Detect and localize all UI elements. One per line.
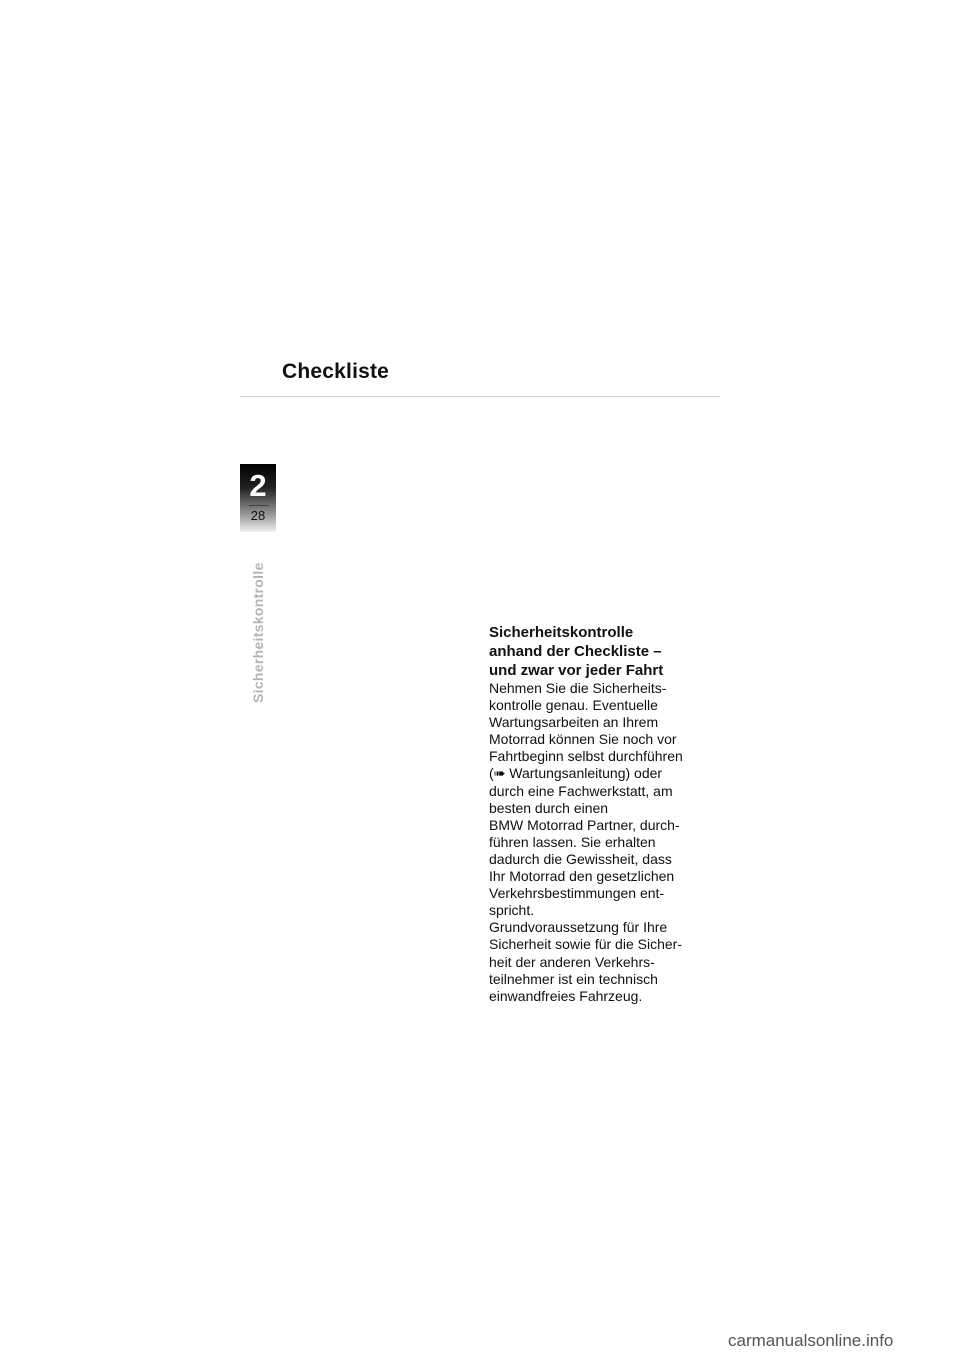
body-text-line: Wartungsarbeiten an Ihrem <box>489 714 659 731</box>
section-heading-line: Sicherheitskontrolle <box>489 624 634 641</box>
body-text-line: durch eine Fachwerkstatt, am <box>489 782 673 799</box>
page-title: Checkliste <box>282 360 390 383</box>
body-text-line: heit der anderen Verkehrs- <box>489 953 655 970</box>
page-number: 28 <box>250 508 266 523</box>
body-text-line: Motorrad können Sie noch vor <box>489 731 677 748</box>
body-text-line: (➠ Wartungsanleitung) oder <box>489 765 663 782</box>
body-text-line: Nehmen Sie die Sicherheits- <box>489 680 667 696</box>
body-text-line: einwandfreies Fahrzeug. <box>489 987 643 1004</box>
site-watermark: carmanualsonline.info <box>728 1331 894 1350</box>
section-heading-line: und zwar vor jeder Fahrt <box>489 662 664 679</box>
body-text-line: Ihr Motorrad den gesetzlichen <box>489 868 675 885</box>
chapter-number: 2 <box>249 468 267 503</box>
title-divider <box>240 396 720 397</box>
section-content <box>489 623 704 1005</box>
chapter-side-label: Sicherheitskontrolle <box>250 562 266 703</box>
chapter-tab <box>240 464 276 532</box>
body-text-line: teilnehmer ist ein technisch <box>489 970 658 987</box>
body-text-line: kontrolle genau. Eventuelle <box>489 697 658 714</box>
body-text-line: Sicherheit sowie für die Sicher- <box>489 936 682 953</box>
chapter-divider <box>249 505 269 506</box>
section-heading-line: anhand der Checkliste – <box>489 643 662 660</box>
body-text-line: Verkehrsbestimmungen ent- <box>489 885 665 902</box>
body-text-line: spricht. <box>489 902 535 919</box>
body-text-line: BMW Motorrad Partner, durch- <box>489 816 680 833</box>
body-text-line: führen lassen. Sie erhalten <box>489 833 656 850</box>
body-text-line: Fahrtbeginn selbst durchführen <box>489 748 683 765</box>
body-text-line: besten durch einen <box>489 799 609 816</box>
body-text-line: dadurch die Gewissheit, dass <box>489 850 672 867</box>
body-text-line: Grundvoraussetzung für Ihre <box>489 919 668 936</box>
